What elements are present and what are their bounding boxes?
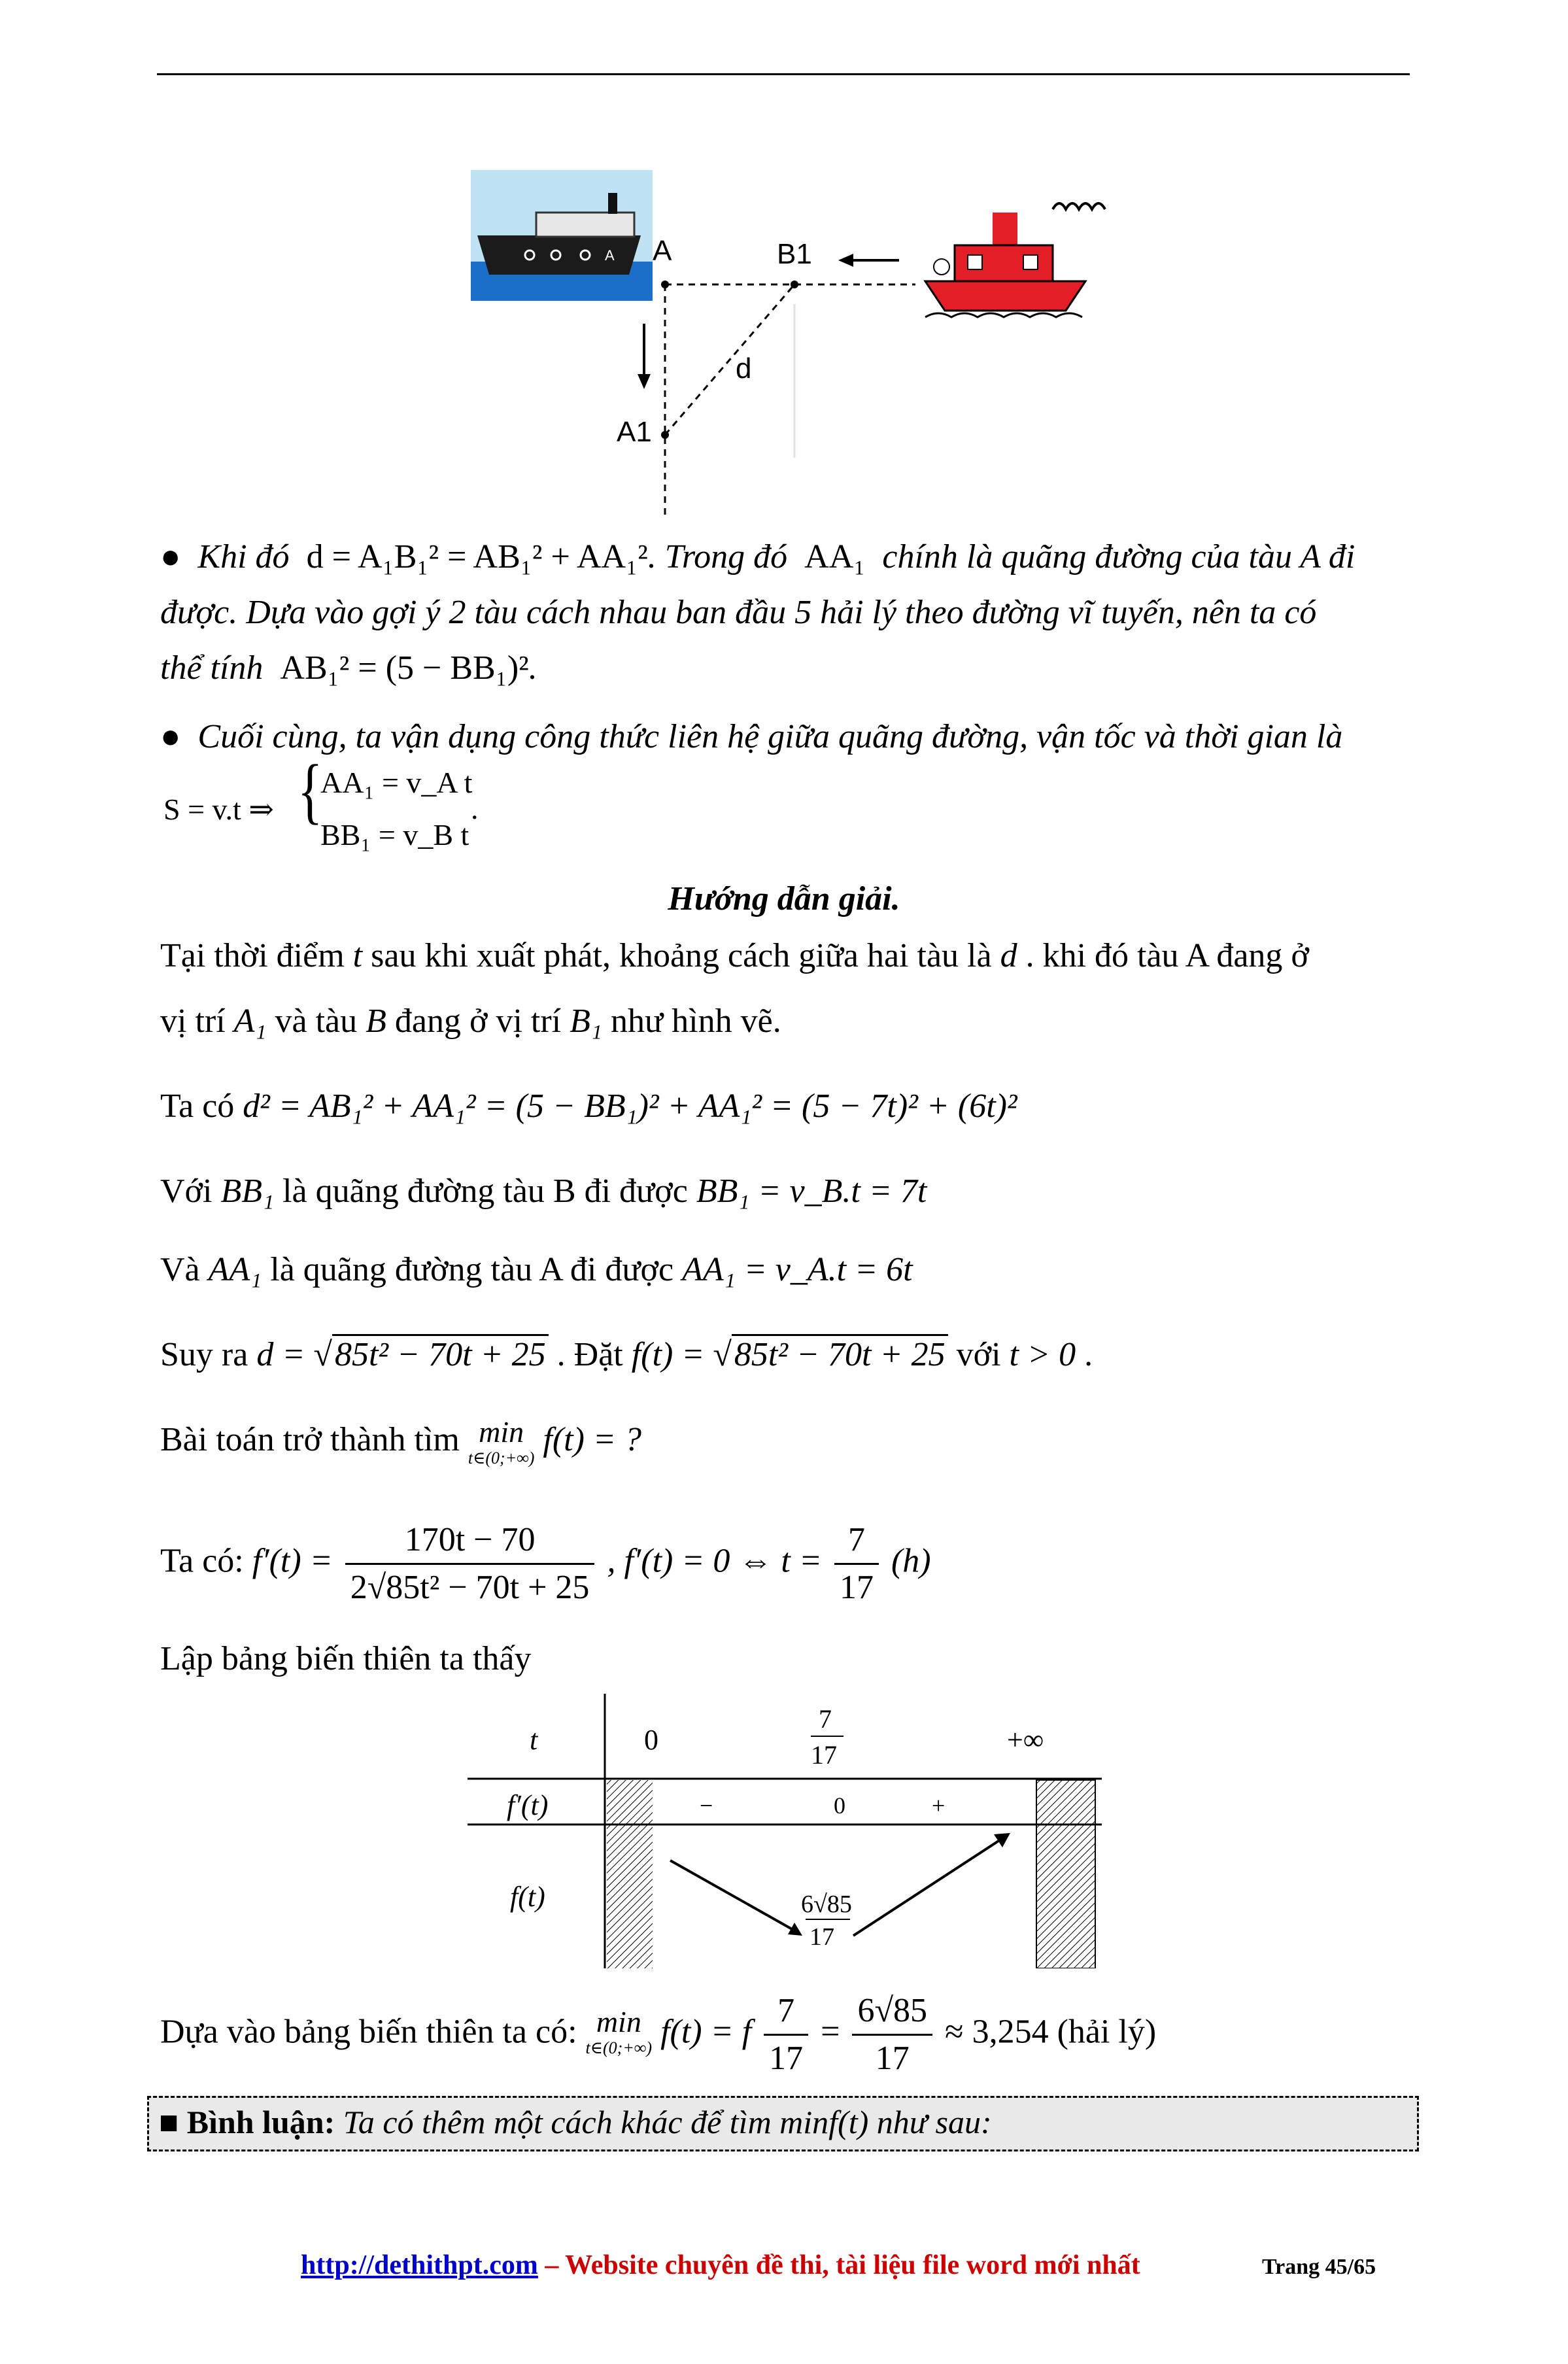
table-t-label: t <box>530 1724 538 1756</box>
distance-d-line <box>665 284 794 435</box>
ship-diagram <box>458 163 1112 530</box>
arrow-left-head <box>838 254 853 267</box>
hatched-right <box>1036 1780 1095 1968</box>
table-t-zero: 0 <box>644 1724 658 1756</box>
table-fprime-plus: + <box>932 1792 946 1819</box>
page-number: Trang 45/65 <box>1262 2255 1376 2279</box>
table-fprime-zero: 0 <box>834 1792 845 1819</box>
para-hint-line-1: ● Khi đó d = A₁B₁² = AB₁² + AA₁². Trong đó AA₁ chính là quãng đường của tàu A đi <box>160 538 1355 575</box>
sol-line-1: Tại thời điểm t sau khi xuất phát, khoảng cách giữa hai tàu là d . khi đó tàu A đang ở <box>160 937 1309 974</box>
para-hint-line-3: thể tính AB₁² = (5 − BB₁)². <box>160 649 537 687</box>
sol-line-6: Suy ra d = √85t² − 70t + 25 . Đặt f(t) = √85t² − 70t + 25 với t > 0 . <box>160 1334 1403 1376</box>
system-end: . <box>471 792 479 825</box>
sol-line-8: Ta có: f′(t) = $\frac{170t - 70}{\text{2√85t² − 70t + 25}}$ , f′(t) = 0 ⇔ t = $\frac{7}{17}$ (h) <box>160 1517 1403 1611</box>
sol-line-9: Lập bảng biến thiên ta thấy <box>160 1640 532 1677</box>
point-b1 <box>791 281 798 288</box>
sol-line-2: vị trí A₁ và tàu B đang ở vị trí B₁ như hình vẽ. <box>160 1002 781 1040</box>
comment-text: Ta có thêm một cách khác để tìm minf(t) như sau: <box>343 2104 992 2140</box>
header-rule <box>157 73 1410 75</box>
square-bullet-icon: ■ <box>159 2104 179 2140</box>
label-b1: B1 <box>777 238 812 270</box>
ship-b-picture <box>925 203 1105 317</box>
sol-line-7: Bài toán trở thành tìm min t∈(0;+∞) f(t) = ? <box>160 1415 642 1467</box>
table-fprime-label: f′(t) <box>507 1789 549 1821</box>
solution-heading: Hướng dẫn giải. <box>668 880 900 917</box>
comment-box <box>147 2096 1419 2151</box>
table-fprime-minus: − <box>700 1792 713 1819</box>
conclusion-line: Dựa vào bảng biến thiên ta có: min t∈(0;+∞) f(t) = f $\frac{7}{17}$ = $\frac{6√85}{17}$ ≈ 3,254 (hải lý) <box>160 1988 1403 2081</box>
ship-a-name: A <box>605 247 615 264</box>
table-min-den: 17 <box>810 1923 834 1951</box>
arrow-down-head <box>638 374 651 389</box>
sol-line-3: Ta có d² = AB₁² + AA₁² = (5 − BB₁)² + AA₁² = (5 − 7t)² + (6t)² <box>160 1088 1017 1125</box>
label-a1: A1 <box>617 416 652 448</box>
system-eq-1: AA₁ = v_A t <box>320 766 473 799</box>
table-t-den: 17 <box>811 1740 837 1770</box>
footer-link[interactable]: http://dethithpt.com <box>301 2250 538 2280</box>
comment-label: Bình luận: <box>186 2104 335 2140</box>
label-a: A <box>653 235 672 267</box>
footer-tagline: – Website chuyên đề thi, tài liệu file word mới nhất <box>537 2250 1140 2280</box>
arrow-increasing <box>853 1838 1004 1936</box>
sv-formula-left: S = v.t ⇒ <box>163 793 274 826</box>
table-min-num: 6√85 <box>801 1891 852 1918</box>
ship-a-hull <box>477 235 641 275</box>
sol-line-4: Với BB₁ là quãng đường tàu B đi được BB₁ = v_B.t = 7t <box>160 1173 927 1210</box>
para-hint-line-2: được. Dựa vào gợi ý 2 tàu cách nhau ban đầu 5 hải lý theo đường vĩ tuyến, nên ta có <box>160 594 1317 631</box>
arrow-decreasing <box>670 1860 798 1932</box>
arrow-increasing-head <box>994 1833 1010 1847</box>
system-brace: { <box>298 751 323 832</box>
ship-a-cabin <box>536 213 634 237</box>
footer-website <box>301 2250 1140 2281</box>
hatched-left <box>607 1780 653 1968</box>
label-d: d <box>736 352 752 385</box>
ship-a-funnel <box>608 193 617 214</box>
table-t-infinity: +∞ <box>1007 1724 1044 1756</box>
system-eq-2: BB₁ = v_B t <box>320 818 469 851</box>
para-formula-intro: ● Cuối cùng, ta vận dụng công thức liên hệ giữa quãng đường, vận tốc và thời gian là <box>160 718 1343 755</box>
table-t-num: 7 <box>819 1704 832 1734</box>
point-a <box>661 281 669 288</box>
point-a1 <box>661 431 669 439</box>
sol-line-5: Và AA₁ là quãng đường tàu A đi được AA₁ = v_A.t = 6t <box>160 1251 913 1288</box>
table-f-label: f(t) <box>510 1881 545 1913</box>
